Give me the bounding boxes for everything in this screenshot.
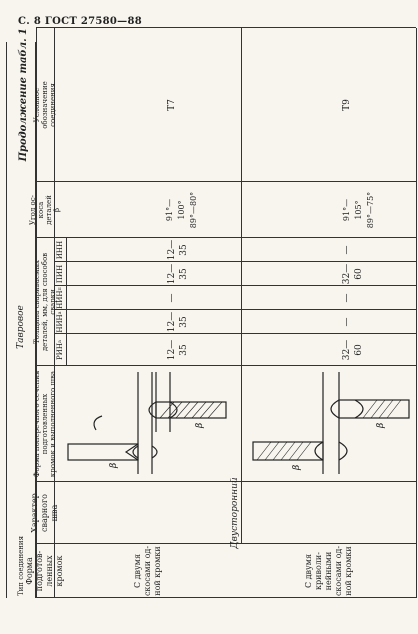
joint-type-value: Тавровое <box>16 305 26 349</box>
method-sup: а <box>57 311 63 315</box>
beta-label: β <box>109 462 119 468</box>
joint-type-header: Тип соединения <box>17 535 25 597</box>
col-header-weld-character: Характер сварного шва <box>30 493 59 533</box>
method-sup: а <box>57 340 63 344</box>
col-header-designation: Условное обозначение соединения <box>33 81 57 129</box>
joint-type-column <box>6 42 36 598</box>
method-label-4 <box>54 262 66 286</box>
row2-thickness-4: 32— 60 <box>342 263 364 285</box>
row2-weld-drawings <box>243 368 414 480</box>
row1-thickness-3: — <box>167 293 177 303</box>
row2-angle: 91°— 105° 89°—75° <box>342 191 375 229</box>
row1-edge-shape: С двумя скосами од- ной кромки <box>132 545 162 597</box>
beta-label: β <box>292 464 302 470</box>
col-header-edge-shape: Форма подготов- ленных кромок <box>25 550 64 592</box>
row2-thickness-1: 32— 60 <box>342 339 364 361</box>
weld-character-value: Двусторонний <box>230 477 240 549</box>
beta-label: β <box>195 422 205 428</box>
method-sup: п <box>57 287 63 291</box>
row1-designation: Т7 <box>167 99 177 111</box>
method-name: ИНН <box>56 240 64 260</box>
row1-thickness-1: 12— 35 <box>167 339 189 361</box>
row2-thickness-5: — <box>342 245 352 255</box>
col-header-cross-section: Форма поперечного сечения подготовленных кромок и выполненного шва <box>33 370 57 478</box>
row1-angle: 91°— 100° 89°—80° <box>165 191 198 229</box>
row2-thickness-2: — <box>342 317 352 327</box>
row1-weld-drawings <box>56 368 239 480</box>
page-header: С. 8 ГОСТ 27580—88 <box>18 16 142 27</box>
method-name: НИН <box>56 314 64 333</box>
row1-thickness-2: 12— 35 <box>167 311 189 333</box>
row1-thickness-5: 12— 35 <box>167 239 189 261</box>
row2-designation: Т9 <box>342 99 352 111</box>
method-label-1 <box>54 334 66 366</box>
row2-thickness-3: — <box>342 293 352 303</box>
continuation-title: Продолжение табл. 1 <box>18 28 29 162</box>
method-label-3 <box>54 286 66 310</box>
row2-edge-shape: С двумя криволи- нейными скосами од- ной кромки <box>303 545 353 597</box>
method-label-2 <box>54 310 66 334</box>
col-header-angle: Угол ос- коса деталей β <box>29 194 61 226</box>
method-name: НИН <box>56 290 64 309</box>
col-header-thickness: Толщина свариваемых деталей, мм, для способов сварки <box>33 252 57 352</box>
method-name: РИН <box>56 343 64 360</box>
beta-label: β <box>376 422 386 428</box>
row1-thickness-4: 12— 35 <box>167 263 189 285</box>
method-label-5 <box>54 238 66 262</box>
method-name: ПИН <box>56 264 64 284</box>
